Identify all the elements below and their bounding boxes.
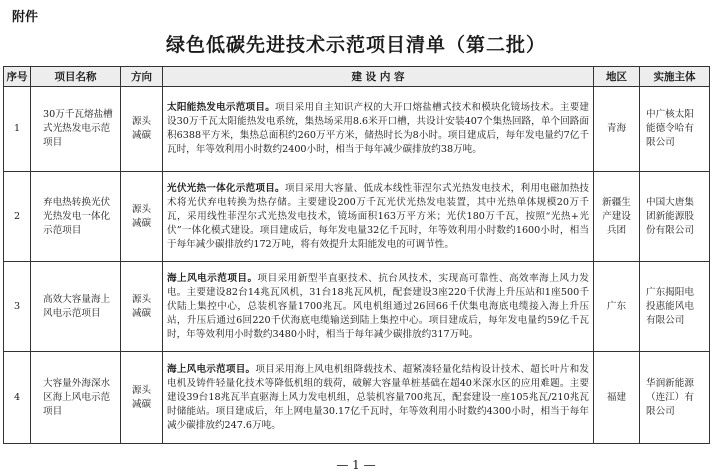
row-index: 1 <box>4 87 31 172</box>
content-body: 项目采用自主知识产权的大开口熔盐槽式技术和模块化镜场技术。主要建设30万千瓦太阳能热发电系统，集热场采用8.6米开口槽，共设计安装407个集热回路，单个回路面积6388平方米，集热总面积约260万平方米，储热时长为8小时。项目建成后，每年发电量约7亿千瓦时，年等效利用小时数约2400小时，相当于每年减少碳排放约38万吨。 <box>167 102 590 155</box>
content-body: 项目采用大容量、低成本线性菲涅尔式光热发电技术，利用电磁加热技术将光伏弃电转换为热存储。主要建设200万千瓦光伏光热发电装置，其中光热单体规模20万千瓦，采用线性菲涅尔式光热发电技术，镜场面积163万平方米；光伏180万千瓦，按照“光热+光伏”一体化模式建设。项目建成后，每年发电量32亿千瓦时，年等效利用小时数约1600小时，相当于每年减少碳排放约172万吨，将有效提升太阳能发电的可调节性。 <box>167 182 590 250</box>
project-region: 青海 <box>594 87 640 172</box>
project-name: 30万千瓦熔盐槽式光热发电示范项目 <box>31 87 121 172</box>
project-name: 弃电热转换光伏光热发电一体化示范项目 <box>31 172 121 262</box>
table-row <box>4 172 710 262</box>
project-region: 福建 <box>594 352 640 444</box>
project-region: 广东 <box>594 262 640 352</box>
column-header-content: 建 设 内 容 <box>163 67 594 87</box>
project-direction: 源头减碳 <box>121 87 163 172</box>
column-header-entity: 实施主体 <box>640 67 710 87</box>
project-direction: 源头减碳 <box>121 172 163 262</box>
project-content <box>163 262 594 352</box>
attachment-label: 附件 <box>12 10 39 25</box>
column-header-name: 项目名称 <box>31 67 121 87</box>
project-name: 高效大容量海上风电示范项目 <box>31 262 121 352</box>
project-entity: 中国大唐集团新能源股份有限公司 <box>640 172 710 262</box>
content-body: 项目采用新型半直驱技术、抗台风技术，实现高可靠性、高效率海上风力发电。主要建设82台14兆瓦风机，31台18兆瓦风机，配套建设3座220千伏海上升压站和1座500千伏陆上集控中心，总装机容量1700兆瓦。风电机组通过26回66千伏集电海底电缆接入海上升压站，升压后通过6回220千伏海底电缆输送到陆上集控中心。项目建成后，每年发电量约59亿千瓦时，年等效利用小时数约3480小时，相当于每年减少碳排放约317万吨。 <box>167 272 590 340</box>
column-header-region: 地区 <box>594 67 640 87</box>
page-title: 绿色低碳先进技术示范项目清单（第二批） <box>165 34 546 56</box>
content-body: 项目采用海上风电机组降载技术、超紧凑轻量化结构设计技术、超长叶片和发电机及铸件轻量化技术等降低机组的载荷，破解大容量单桩基础在超40米深水区的应用难题。主要建设39台18兆瓦半直驱海上风力发电机组，总装机容量700兆瓦，配套建设一座105兆瓦/210兆瓦时储能站。项目建成后，年上网电量30.17亿千瓦时，年等效利用小时数约4300小时，相当于每年减少碳排放约247.6万吨。 <box>167 363 590 431</box>
project-name: 大容量外海深水区海上风电示范项目 <box>31 352 121 444</box>
project-direction: 源头减碳 <box>121 352 163 444</box>
project-content <box>163 172 594 262</box>
table-row <box>4 87 710 172</box>
row-index: 2 <box>4 172 31 262</box>
table-row <box>4 262 710 352</box>
content-lead: 海上风电示范项目。 <box>167 272 258 284</box>
content-lead: 海上风电示范项目。 <box>167 363 256 375</box>
project-entity: 广东揭阳电投惠能风电有限公司 <box>640 262 710 352</box>
row-index: 3 <box>4 262 31 352</box>
row-index: 4 <box>4 352 31 444</box>
table-row <box>4 352 710 444</box>
project-entity: 中广核太阳能德令哈有限公司 <box>640 87 710 172</box>
project-content <box>163 87 594 172</box>
column-header-index: 序号 <box>4 67 31 87</box>
table-header-row <box>4 67 710 87</box>
project-table <box>3 66 710 444</box>
column-header-direction: 方向 <box>121 67 163 87</box>
project-region: 新疆生产建设兵团 <box>594 172 640 262</box>
project-entity: 华润新能源（连江）有限公司 <box>640 352 710 444</box>
content-lead: 光伏光热一体化示范项目。 <box>167 182 285 194</box>
content-lead: 太阳能热发电示范项目。 <box>167 102 276 113</box>
project-direction: 源头减碳 <box>121 262 163 352</box>
page-number: — 1 — <box>336 458 376 472</box>
project-content <box>163 352 594 444</box>
